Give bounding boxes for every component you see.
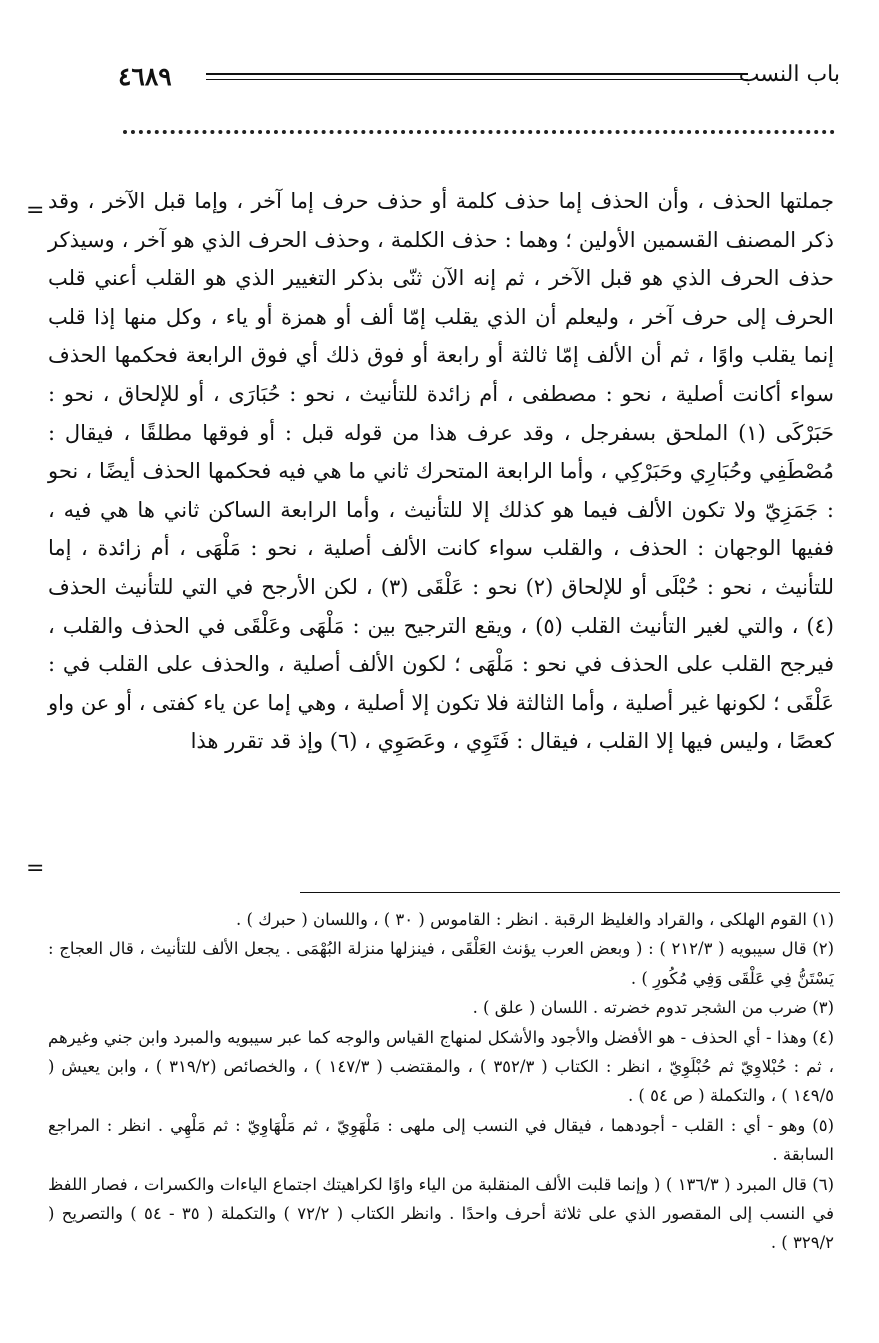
footnote-3: (٣) ضرب من الشجر تدوم خضرته . اللسان ( علق ) .: [472, 998, 834, 1018]
body-paragraph: جملتها الحذف ، وأن الحذف إما حذف كلمة أو حذف حرف إما آخر ، وإما قبل الآخر ، وقد ذكر المصنف القسمين الأولين ؛ وهما : حذف الكلمة ، وحذف الحرف الذي هو آخر ، وسيذكر حذف الحرف الذي هو قبل الآخر ، ثم إنه الآن ثنّى بذكر التغيير الذي هو القلب أعني قلب الحرف إلى حرف آخر ، وليعلم أن الذي يقلب إمّا ألف أو همزة أو ياء ، وكل منها إذا قلب إنما يقلب واوًا ، ثم أن الألف إمّا ثالثة أو رابعة أو فوق ذلك أي فوق الرابعة فحكمها الحذف سواء أكانت أصلية ، نحو : مصطفى ، أم زائدة للتأنيث ، نحو : حُبَارَى ، أو للإلحاق ، نحو : حَبَرْكَى (١) الملحق بسفرجل ، وقد عرف هذا من قوله قبل : أو فوقها مطلقًا ، فيقال : مُصْطَفِي وحُبَارِي وحَبَرْكِي ، وأما الرابعة المتحرك ثاني ما هي فيه فحكمها الحذف أيضًا ، نحو : جَمَزِيّ ولا تكون الألف فيما هو كذلك إلا للتأنيث ، وأما الرابعة الساكن ثاني ها هي فيه ، ففيها الوجهان : الحذف ، والقلب سواء كانت الألف أصلية ، نحو : مَلْهَى ، أم زائدة ، إما للتأنيث ، نحو : حُبْلَى أو للإلحاق (٢) نحو : عَلْقَى (٣) ، لكن الأرجح في التي للتأنيث الحذف (٤) ، والتي لغير التأنيث القلب (٥) ، ويقع الترجيح بين : مَلْهَى وعَلْقَى في الحذف والقلب ، فيرجح القلب على الحذف في نحو : مَلْهَى ؛ لكون الألف أصلية ، والحذف على القلب في : عَلْقَى ؛ لكونها غير أصلية ، وأما الثالثة فلا تكون إلا أصلية ، وهي إما عن ياء كفتى ، أو عن واو كعصًا ، وليس فيها إلا القلب ، فيقال : فَتَوِي ، وعَصَوِي ، (٦) وإذ قد تقرر هذا: [48, 189, 834, 754]
footnotes: [48, 905, 834, 1258]
footnote-rule: [300, 892, 840, 893]
main-text: [48, 182, 834, 761]
footnote-2: (٢) قال سيبويه ( ٢١٢/٣ ) : ( وبعض العرب يؤنث العَلْقَى ، فينزلها منزلة البُهْمَى . يجعل الألف للتأنيث ، قال العجاج : يَسْتَنُّ فِي عَلْقَى وَفِي مُكُورِ ) .: [48, 939, 834, 988]
footnote-4: (٤) وهذا - أي الحذف - هو الأفضل والأجود والأشكل لمنهاج القياس والوجه كما عبر سيبويه والمبرد وابن جني وغيرهم ، ثم : حُبْلاوِيّ ثم حُبْلَوِيّ ، انظر : الكتاب ( ٣٥٢/٣ ) ، والمقتضب ( ١٤٧/٣ ) ، والخصائص (٣١٩/٢ ) ، وابن يعيش ( ١٤٩/٥ ) ، والتكملة ( ص ٥٤ ) .: [48, 1027, 834, 1106]
footnote-1: (١) القوم الهلكى ، والقراد والغليظ الرقبة . انظر : القاموس ( ٣٠ ) ، واللسان ( حبرك ) .: [236, 910, 834, 929]
dotted-separator: [123, 130, 835, 134]
header-rule: [206, 73, 748, 80]
chapter-title: باب النسب: [738, 62, 840, 87]
page-header: [118, 58, 840, 98]
footnote-5: (٥) وهو - أي : القلب - أجودهما ، فيقال في النسب إلى ملهى : مَلْهَوِيّ ، ثم مَلْهَاوِيّ : ثم مَلْهِي . انظر : المراجع السابقة .: [48, 1115, 834, 1165]
continuation-mark-top: =: [26, 198, 45, 223]
continuation-mark-bottom: =: [26, 856, 45, 881]
footnote-6: (٦) قال المبرد ( ١٣٦/٣ ) ( وإنما قلبت الألف المنقلبة من الياء واوًا لكراهيتك اجتماع الياءات والكسرات ، فصار اللفظ في النسب إلى المقصور الذي على ثلاثة أحرف واحدًا . وانظر الكتاب ( ٧٢/٢ ) والتكملة ( ٣٥ - ٥٤ ) والتصريح ( ٣٢٩/٢ ) .: [48, 1174, 835, 1253]
page-number: ٤٦٨٩: [118, 62, 172, 91]
